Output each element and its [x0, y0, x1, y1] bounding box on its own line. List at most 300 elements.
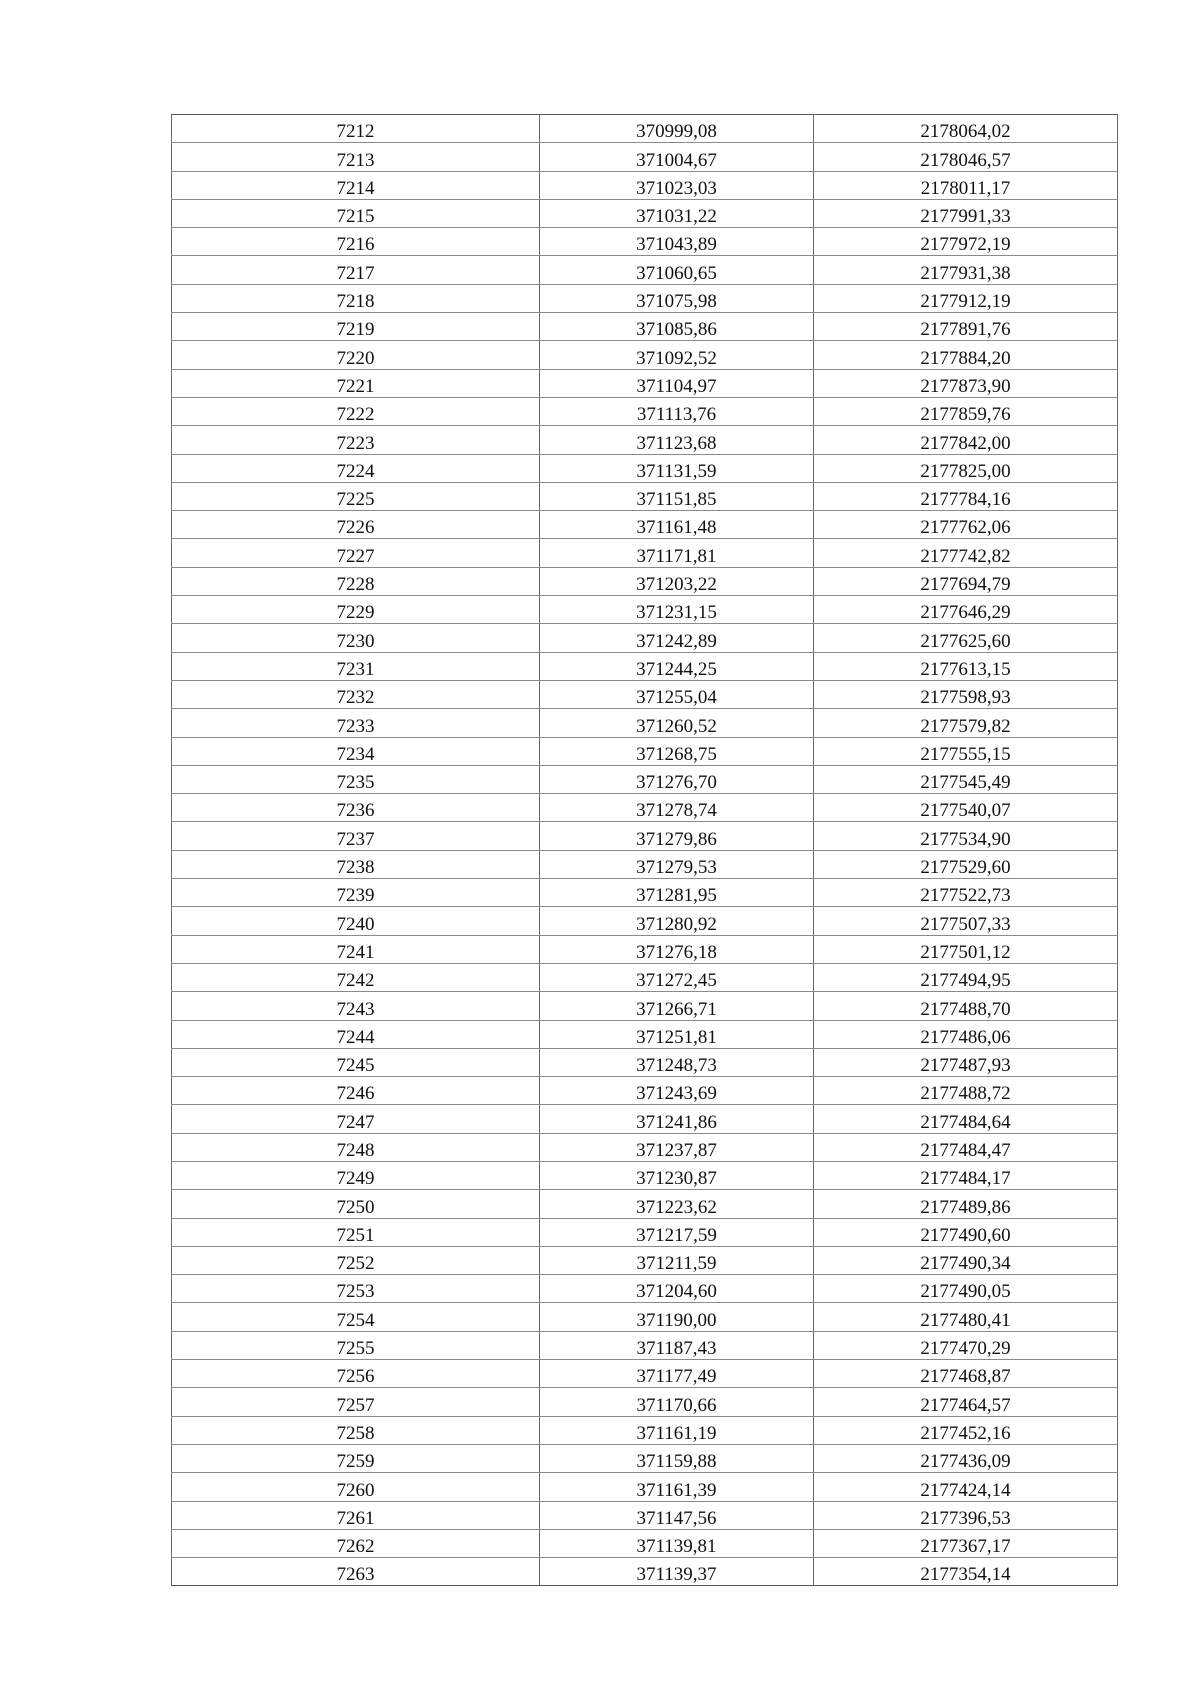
point-number-cell — [172, 652, 540, 680]
y-coordinate-cell — [814, 879, 1118, 907]
x-coordinate-cell — [540, 115, 814, 143]
x-coordinate-cell — [540, 1501, 814, 1529]
cell-text: 2177501,12 — [920, 941, 1011, 963]
point-number-cell — [172, 171, 540, 199]
point-number-cell — [172, 624, 540, 652]
cell-text: 7236 — [336, 800, 375, 822]
y-coordinate-cell — [814, 284, 1118, 312]
cell-text: 2177480,41 — [920, 1309, 1011, 1331]
cell-text: 7230 — [336, 630, 375, 652]
cell-text: 2178011,17 — [920, 177, 1011, 199]
point-number-cell — [172, 737, 540, 765]
cell-text: 2177891,76 — [920, 319, 1011, 341]
point-number-cell — [172, 1473, 540, 1501]
cell-text: 371280,92 — [636, 913, 717, 935]
cell-text: 2177494,95 — [920, 970, 1011, 992]
y-coordinate-cell — [814, 680, 1118, 708]
point-number-cell — [172, 1105, 540, 1133]
cell-text: 2177470,29 — [920, 1338, 1011, 1360]
cell-text: 371251,81 — [636, 1026, 717, 1048]
y-coordinate-cell — [814, 369, 1118, 397]
table-row — [172, 1529, 1118, 1557]
cell-text: 371278,74 — [636, 800, 717, 822]
point-number-cell — [172, 1077, 540, 1105]
cell-text: 7248 — [336, 1139, 375, 1161]
table-row — [172, 171, 1118, 199]
cell-text: 2177490,34 — [920, 1253, 1011, 1275]
cell-text: 2177489,86 — [920, 1196, 1011, 1218]
cell-text: 7222 — [336, 404, 375, 426]
table-row — [172, 1190, 1118, 1218]
table-row — [172, 482, 1118, 510]
x-coordinate-cell — [540, 1048, 814, 1076]
point-number-cell — [172, 1501, 540, 1529]
cell-text: 7233 — [336, 715, 375, 737]
table-row — [172, 256, 1118, 284]
cell-text: 371123,68 — [636, 432, 717, 454]
table-row — [172, 1444, 1118, 1472]
table-row — [172, 1303, 1118, 1331]
x-coordinate-cell — [540, 765, 814, 793]
cell-text: 371187,43 — [636, 1338, 717, 1360]
cell-text: 7231 — [336, 658, 375, 680]
point-number-cell — [172, 1303, 540, 1331]
table-row — [172, 822, 1118, 850]
x-coordinate-cell — [540, 596, 814, 624]
table-row — [172, 199, 1118, 227]
cell-text: 7254 — [336, 1309, 375, 1331]
cell-text: 371217,59 — [636, 1224, 717, 1246]
point-number-cell — [172, 1190, 540, 1218]
y-coordinate-cell — [814, 256, 1118, 284]
y-coordinate-cell — [814, 1161, 1118, 1189]
cell-text: 7238 — [336, 857, 375, 879]
cell-text: 2177424,14 — [920, 1479, 1011, 1501]
cell-text: 371276,70 — [636, 772, 717, 794]
table-row — [172, 1360, 1118, 1388]
point-number-cell — [172, 1218, 540, 1246]
y-coordinate-cell — [814, 822, 1118, 850]
point-number-cell — [172, 454, 540, 482]
x-coordinate-cell — [540, 1331, 814, 1359]
x-coordinate-cell — [540, 879, 814, 907]
table-row — [172, 228, 1118, 256]
point-number-cell — [172, 1529, 540, 1557]
x-coordinate-cell — [540, 1388, 814, 1416]
point-number-cell — [172, 680, 540, 708]
x-coordinate-cell — [540, 567, 814, 595]
cell-text: 7259 — [336, 1451, 375, 1473]
cell-text: 7239 — [336, 885, 375, 907]
x-coordinate-cell — [540, 539, 814, 567]
x-coordinate-cell — [540, 1020, 814, 1048]
x-coordinate-cell — [540, 171, 814, 199]
cell-text: 371190,00 — [636, 1309, 717, 1331]
cell-text: 2177484,64 — [920, 1111, 1011, 1133]
cell-text: 371242,89 — [636, 630, 717, 652]
cell-text: 7213 — [336, 149, 375, 171]
x-coordinate-cell — [540, 1473, 814, 1501]
y-coordinate-cell — [814, 652, 1118, 680]
x-coordinate-cell — [540, 1218, 814, 1246]
cell-text: 371211,59 — [636, 1253, 717, 1275]
table-row — [172, 1077, 1118, 1105]
cell-text: 7244 — [336, 1026, 375, 1048]
x-coordinate-cell — [540, 511, 814, 539]
point-number-cell — [172, 935, 540, 963]
cell-text: 7237 — [336, 828, 375, 850]
cell-text: 2177488,72 — [920, 1083, 1011, 1105]
cell-text: 371279,53 — [636, 857, 717, 879]
table-row — [172, 794, 1118, 822]
point-number-cell — [172, 963, 540, 991]
table-row — [172, 539, 1118, 567]
cell-text: 371161,19 — [636, 1422, 717, 1444]
cell-text: 7216 — [336, 234, 375, 256]
x-coordinate-cell — [540, 1133, 814, 1161]
cell-text: 371248,73 — [636, 1055, 717, 1077]
cell-text: 2177464,57 — [920, 1394, 1011, 1416]
x-coordinate-cell — [540, 1558, 814, 1586]
cell-text: 371276,18 — [636, 941, 717, 963]
cell-text: 371281,95 — [636, 885, 717, 907]
y-coordinate-cell — [814, 511, 1118, 539]
y-coordinate-cell — [814, 709, 1118, 737]
cell-text: 7240 — [336, 913, 375, 935]
y-coordinate-cell — [814, 454, 1118, 482]
cell-text: 371230,87 — [636, 1168, 717, 1190]
y-coordinate-cell — [814, 1331, 1118, 1359]
table-row — [172, 341, 1118, 369]
cell-text: 371241,86 — [636, 1111, 717, 1133]
table-row — [172, 709, 1118, 737]
table-row — [172, 1105, 1118, 1133]
cell-text: 371075,98 — [636, 291, 717, 313]
cell-text: 7257 — [336, 1394, 375, 1416]
cell-text: 2177529,60 — [920, 857, 1011, 879]
x-coordinate-cell — [540, 652, 814, 680]
table-row — [172, 567, 1118, 595]
x-coordinate-cell — [540, 822, 814, 850]
x-coordinate-cell — [540, 1077, 814, 1105]
cell-text: 7223 — [336, 432, 375, 454]
cell-text: 371023,03 — [636, 177, 717, 199]
cell-text: 7228 — [336, 574, 375, 596]
y-coordinate-cell — [814, 426, 1118, 454]
point-number-cell — [172, 850, 540, 878]
x-coordinate-cell — [540, 794, 814, 822]
cell-text: 7227 — [336, 545, 375, 567]
cell-text: 2177490,05 — [920, 1281, 1011, 1303]
point-number-cell — [172, 397, 540, 425]
table-row — [172, 1331, 1118, 1359]
table-row — [172, 143, 1118, 171]
table-row — [172, 1133, 1118, 1161]
y-coordinate-cell — [814, 1020, 1118, 1048]
table-row — [172, 680, 1118, 708]
x-coordinate-cell — [540, 907, 814, 935]
point-number-cell — [172, 313, 540, 341]
point-number-cell — [172, 596, 540, 624]
table-row — [172, 737, 1118, 765]
y-coordinate-cell — [814, 963, 1118, 991]
y-coordinate-cell — [814, 1529, 1118, 1557]
cell-text: 7225 — [336, 489, 375, 511]
cell-text: 7260 — [336, 1479, 375, 1501]
x-coordinate-cell — [540, 1246, 814, 1274]
point-number-cell — [172, 482, 540, 510]
cell-text: 371139,37 — [636, 1564, 717, 1586]
table-row — [172, 511, 1118, 539]
y-coordinate-cell — [814, 1105, 1118, 1133]
y-coordinate-cell — [814, 737, 1118, 765]
cell-text: 7253 — [336, 1281, 375, 1303]
cell-text: 2177842,00 — [920, 432, 1011, 454]
cell-text: 7252 — [336, 1253, 375, 1275]
y-coordinate-cell — [814, 1501, 1118, 1529]
cell-text: 7245 — [336, 1055, 375, 1077]
cell-text: 371279,86 — [636, 828, 717, 850]
table-row — [172, 1473, 1118, 1501]
x-coordinate-cell — [540, 1161, 814, 1189]
table-row — [172, 313, 1118, 341]
cell-text: 2177859,76 — [920, 404, 1011, 426]
x-coordinate-cell — [540, 228, 814, 256]
cell-text: 2177487,93 — [920, 1055, 1011, 1077]
x-coordinate-cell — [540, 313, 814, 341]
x-coordinate-cell — [540, 143, 814, 171]
point-number-cell — [172, 143, 540, 171]
y-coordinate-cell — [814, 313, 1118, 341]
x-coordinate-cell — [540, 1275, 814, 1303]
y-coordinate-cell — [814, 850, 1118, 878]
table-row — [172, 879, 1118, 907]
cell-text: 7261 — [336, 1507, 375, 1529]
point-number-cell — [172, 369, 540, 397]
cell-text: 2178064,02 — [920, 121, 1011, 143]
cell-text: 7234 — [336, 743, 375, 765]
cell-text: 2177555,15 — [920, 743, 1011, 765]
point-number-cell — [172, 284, 540, 312]
x-coordinate-cell — [540, 341, 814, 369]
table-row — [172, 454, 1118, 482]
y-coordinate-cell — [814, 596, 1118, 624]
x-coordinate-cell — [540, 1360, 814, 1388]
x-coordinate-cell — [540, 482, 814, 510]
table-row — [172, 1218, 1118, 1246]
point-number-cell — [172, 1133, 540, 1161]
cell-text: 371204,60 — [636, 1281, 717, 1303]
y-coordinate-cell — [814, 1218, 1118, 1246]
cell-text: 2177825,00 — [920, 460, 1011, 482]
y-coordinate-cell — [814, 1360, 1118, 1388]
cell-text: 7249 — [336, 1168, 375, 1190]
cell-text: 7220 — [336, 347, 375, 369]
point-number-cell — [172, 341, 540, 369]
point-number-cell — [172, 1331, 540, 1359]
cell-text: 7250 — [336, 1196, 375, 1218]
x-coordinate-cell — [540, 709, 814, 737]
y-coordinate-cell — [814, 1416, 1118, 1444]
x-coordinate-cell — [540, 935, 814, 963]
cell-text: 2177486,06 — [920, 1026, 1011, 1048]
cell-text: 7226 — [336, 517, 375, 539]
cell-text: 371131,59 — [636, 460, 717, 482]
y-coordinate-cell — [814, 1444, 1118, 1472]
cell-text: 7242 — [336, 970, 375, 992]
y-coordinate-cell — [814, 765, 1118, 793]
point-number-cell — [172, 1246, 540, 1274]
cell-text: 2177972,19 — [920, 234, 1011, 256]
table-row — [172, 935, 1118, 963]
cell-text: 2177488,70 — [920, 998, 1011, 1020]
y-coordinate-cell — [814, 1558, 1118, 1586]
y-coordinate-cell — [814, 1473, 1118, 1501]
y-coordinate-cell — [814, 1246, 1118, 1274]
y-coordinate-cell — [814, 1388, 1118, 1416]
point-number-cell — [172, 256, 540, 284]
table-row — [172, 1388, 1118, 1416]
cell-text: 371266,71 — [636, 998, 717, 1020]
point-number-cell — [172, 1444, 540, 1472]
cell-text: 2177436,09 — [920, 1451, 1011, 1473]
y-coordinate-cell — [814, 907, 1118, 935]
x-coordinate-cell — [540, 850, 814, 878]
y-coordinate-cell — [814, 199, 1118, 227]
cell-text: 2177468,87 — [920, 1366, 1011, 1388]
table-row — [172, 992, 1118, 1020]
x-coordinate-cell — [540, 256, 814, 284]
cell-text: 2177991,33 — [920, 206, 1011, 228]
cell-text: 371147,56 — [636, 1507, 717, 1529]
cell-text: 371231,15 — [636, 602, 717, 624]
cell-text: 2177646,29 — [920, 602, 1011, 624]
cell-text: 371151,85 — [636, 489, 717, 511]
cell-text: 371170,66 — [636, 1394, 717, 1416]
cell-text: 2177534,90 — [920, 828, 1011, 850]
cell-text: 371203,22 — [636, 574, 717, 596]
cell-text: 371139,81 — [636, 1536, 717, 1558]
y-coordinate-cell — [814, 935, 1118, 963]
cell-text: 7221 — [336, 375, 375, 397]
cell-text: 2177490,60 — [920, 1224, 1011, 1246]
cell-text: 2177540,07 — [920, 800, 1011, 822]
cell-text: 7224 — [336, 460, 375, 482]
point-number-cell — [172, 115, 540, 143]
table-row — [172, 624, 1118, 652]
point-number-cell — [172, 879, 540, 907]
y-coordinate-cell — [814, 482, 1118, 510]
y-coordinate-cell — [814, 341, 1118, 369]
point-number-cell — [172, 1360, 540, 1388]
cell-text: 371031,22 — [636, 206, 717, 228]
table-row — [172, 369, 1118, 397]
point-number-cell — [172, 1416, 540, 1444]
cell-text: 7229 — [336, 602, 375, 624]
coordinates-table-body — [172, 115, 1118, 1586]
point-number-cell — [172, 1048, 540, 1076]
cell-text: 7235 — [336, 772, 375, 794]
cell-text: 371255,04 — [636, 687, 717, 709]
coordinates-table — [171, 114, 1118, 1586]
x-coordinate-cell — [540, 369, 814, 397]
cell-text: 371223,62 — [636, 1196, 717, 1218]
point-number-cell — [172, 228, 540, 256]
point-number-cell — [172, 539, 540, 567]
y-coordinate-cell — [814, 228, 1118, 256]
cell-text: 2177598,93 — [920, 687, 1011, 709]
cell-text: 371004,67 — [636, 149, 717, 171]
point-number-cell — [172, 907, 540, 935]
x-coordinate-cell — [540, 624, 814, 652]
table-row — [172, 1416, 1118, 1444]
table-row — [172, 1275, 1118, 1303]
cell-text: 2177367,17 — [920, 1536, 1011, 1558]
cell-text: 7232 — [336, 687, 375, 709]
cell-text: 7246 — [336, 1083, 375, 1105]
cell-text: 2177452,16 — [920, 1422, 1011, 1444]
x-coordinate-cell — [540, 737, 814, 765]
table-row — [172, 907, 1118, 935]
cell-text: 371104,97 — [636, 375, 717, 397]
point-number-cell — [172, 1558, 540, 1586]
cell-text: 2177484,47 — [920, 1139, 1011, 1161]
cell-text: 371268,75 — [636, 743, 717, 765]
point-number-cell — [172, 567, 540, 595]
cell-text: 7243 — [336, 998, 375, 1020]
point-number-cell — [172, 1275, 540, 1303]
cell-text: 371161,48 — [636, 517, 717, 539]
cell-text: 2177579,82 — [920, 715, 1011, 737]
cell-text: 2177884,20 — [920, 347, 1011, 369]
x-coordinate-cell — [540, 1190, 814, 1218]
cell-text: 371159,88 — [636, 1451, 717, 1473]
y-coordinate-cell — [814, 992, 1118, 1020]
point-number-cell — [172, 1020, 540, 1048]
x-coordinate-cell — [540, 397, 814, 425]
y-coordinate-cell — [814, 624, 1118, 652]
cell-text: 2177912,19 — [920, 291, 1011, 313]
x-coordinate-cell — [540, 680, 814, 708]
cell-text: 371161,39 — [636, 1479, 717, 1501]
y-coordinate-cell — [814, 1303, 1118, 1331]
point-number-cell — [172, 709, 540, 737]
x-coordinate-cell — [540, 199, 814, 227]
point-number-cell — [172, 199, 540, 227]
cell-text: 2177742,82 — [920, 545, 1011, 567]
y-coordinate-cell — [814, 567, 1118, 595]
y-coordinate-cell — [814, 1133, 1118, 1161]
table-row — [172, 596, 1118, 624]
table-row — [172, 1246, 1118, 1274]
point-number-cell — [172, 511, 540, 539]
table-row — [172, 765, 1118, 793]
cell-text: 7262 — [336, 1536, 375, 1558]
x-coordinate-cell — [540, 1444, 814, 1472]
cell-text: 2177694,79 — [920, 574, 1011, 596]
x-coordinate-cell — [540, 284, 814, 312]
cell-text: 371060,65 — [636, 262, 717, 284]
table-row — [172, 115, 1118, 143]
cell-text: 2177507,33 — [920, 913, 1011, 935]
x-coordinate-cell — [540, 1105, 814, 1133]
x-coordinate-cell — [540, 992, 814, 1020]
y-coordinate-cell — [814, 1077, 1118, 1105]
point-number-cell — [172, 794, 540, 822]
cell-text: 371085,86 — [636, 319, 717, 341]
cell-text: 2177396,53 — [920, 1507, 1011, 1529]
cell-text: 2177545,49 — [920, 772, 1011, 794]
